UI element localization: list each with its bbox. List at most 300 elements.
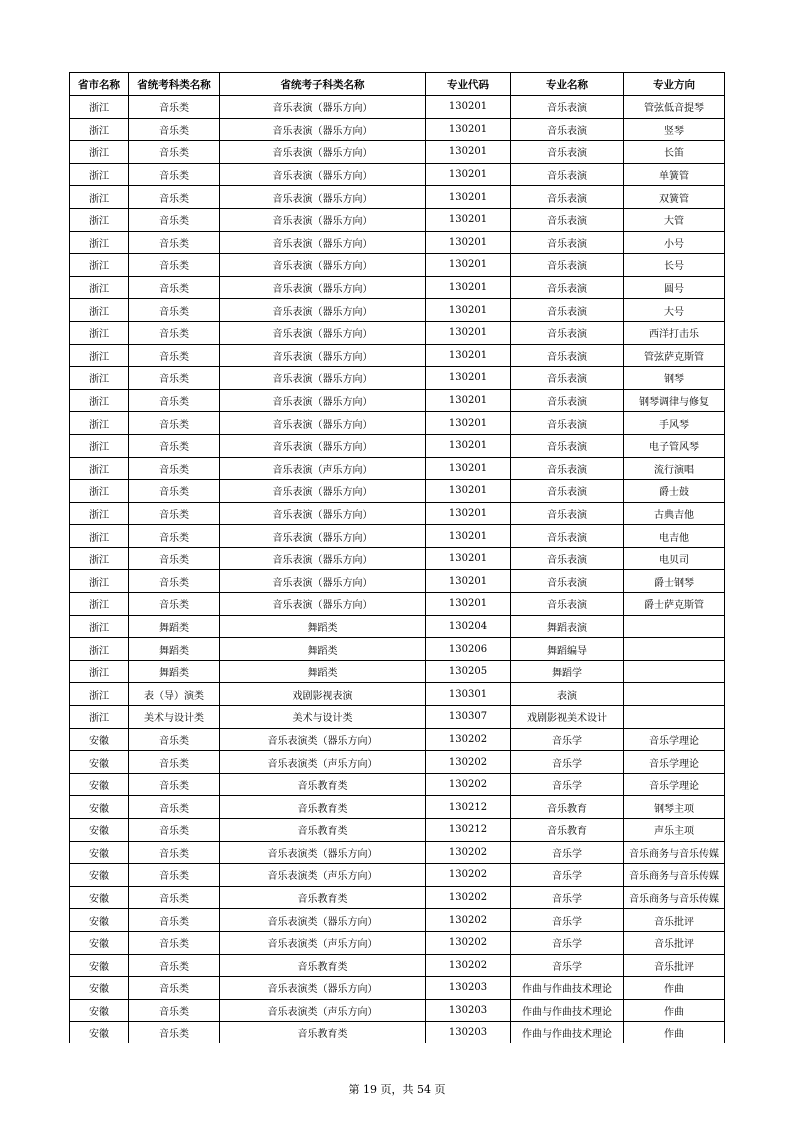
major-code-cell: 130201 [426, 118, 511, 141]
major-direction-cell: 音乐学理论 [624, 773, 725, 796]
table-row [70, 276, 725, 299]
major-name-cell: 音乐表演 [511, 344, 624, 367]
major-code-cell: 130212 [426, 819, 511, 842]
exam-subcategory-cell: 音乐表演（器乐方向） [220, 434, 426, 457]
major-name-cell: 音乐表演 [511, 389, 624, 412]
exam-subcategory-cell: 音乐教育类 [220, 773, 426, 796]
province-cell: 浙江 [70, 434, 129, 457]
major-name-cell: 音乐学 [511, 954, 624, 977]
major-direction-cell: 作曲 [624, 1022, 725, 1044]
table-row [70, 728, 725, 751]
major-direction-cell: 圆号 [624, 276, 725, 299]
major-name-cell: 音乐表演 [511, 276, 624, 299]
exam-subcategory-cell: 音乐表演（器乐方向） [220, 570, 426, 593]
province-cell: 安徽 [70, 728, 129, 751]
province-cell: 浙江 [70, 299, 129, 322]
exam-category-cell: 音乐类 [129, 570, 220, 593]
table-row [70, 344, 725, 367]
province-cell: 浙江 [70, 141, 129, 164]
major-name-cell: 音乐学 [511, 751, 624, 774]
table-row [70, 163, 725, 186]
table-row [70, 683, 725, 706]
major-direction-cell [624, 660, 725, 683]
exam-category-cell: 表（导）演类 [129, 683, 220, 706]
table-row [70, 977, 725, 1000]
province-cell: 浙江 [70, 593, 129, 616]
exam-category-cell: 音乐类 [129, 525, 220, 548]
exam-subcategory-cell: 音乐表演（器乐方向） [220, 547, 426, 570]
table-row [70, 864, 725, 887]
major-name-cell: 舞蹈编导 [511, 638, 624, 661]
exam-category-cell: 音乐类 [129, 254, 220, 277]
major-code-cell: 130202 [426, 841, 511, 864]
major-name-cell: 戏剧影视美术设计 [511, 706, 624, 729]
major-direction-cell: 音乐批评 [624, 909, 725, 932]
exam-category-cell: 音乐类 [129, 1022, 220, 1044]
province-cell: 浙江 [70, 163, 129, 186]
exam-category-cell: 音乐类 [129, 954, 220, 977]
major-code-cell: 130201 [426, 480, 511, 503]
exam-category-cell: 美术与设计类 [129, 706, 220, 729]
major-direction-cell: 声乐主项 [624, 819, 725, 842]
province-cell: 安徽 [70, 954, 129, 977]
province-cell: 浙江 [70, 502, 129, 525]
exam-category-cell: 音乐类 [129, 841, 220, 864]
major-code-cell: 130202 [426, 728, 511, 751]
exam-category-cell: 音乐类 [129, 141, 220, 164]
major-direction-cell: 音乐商务与音乐传媒 [624, 886, 725, 909]
major-name-cell: 音乐表演 [511, 547, 624, 570]
province-cell: 安徽 [70, 886, 129, 909]
page-footer: 第 19 页，共 54 页 [348, 1083, 446, 1096]
exam-category-cell: 音乐类 [129, 208, 220, 231]
major-code-cell: 130201 [426, 96, 511, 119]
province-cell: 浙江 [70, 480, 129, 503]
exam-subcategory-cell: 音乐表演（器乐方向） [220, 186, 426, 209]
province-cell: 浙江 [70, 638, 129, 661]
major-name-cell: 舞蹈学 [511, 660, 624, 683]
exam-category-cell: 音乐类 [129, 480, 220, 503]
exam-subcategory-cell: 音乐表演类（器乐方向） [220, 909, 426, 932]
major-name-cell: 音乐学 [511, 773, 624, 796]
table-row [70, 141, 725, 164]
exam-category-cell: 音乐类 [129, 931, 220, 954]
major-code-cell: 130201 [426, 389, 511, 412]
major-code-cell: 130205 [426, 660, 511, 683]
major-name-cell: 音乐表演 [511, 367, 624, 390]
exam-category-cell: 音乐类 [129, 593, 220, 616]
major-code-cell: 130201 [426, 208, 511, 231]
province-cell: 浙江 [70, 254, 129, 277]
major-direction-cell: 流行演唱 [624, 457, 725, 480]
exam-subcategory-cell: 音乐表演（声乐方向） [220, 457, 426, 480]
major-name-cell: 音乐表演 [511, 412, 624, 435]
major-direction-cell: 爵士萨克斯管 [624, 593, 725, 616]
major-name-cell: 音乐表演 [511, 254, 624, 277]
major-direction-cell [624, 706, 725, 729]
major-direction-cell: 电贝司 [624, 547, 725, 570]
major-code-cell: 130201 [426, 254, 511, 277]
major-name-cell: 音乐教育 [511, 796, 624, 819]
major-name-cell: 音乐学 [511, 841, 624, 864]
table-row [70, 231, 725, 254]
exam-category-cell: 音乐类 [129, 502, 220, 525]
exam-subcategory-cell: 音乐表演（器乐方向） [220, 254, 426, 277]
exam-category-cell: 音乐类 [129, 773, 220, 796]
table-row [70, 1022, 725, 1044]
exam-subcategory-cell: 音乐教育类 [220, 796, 426, 819]
major-code-cell: 130204 [426, 615, 511, 638]
exam-subcategory-cell: 音乐表演（器乐方向） [220, 321, 426, 344]
major-direction-cell: 音乐学理论 [624, 751, 725, 774]
exam-subcategory-cell: 音乐表演（器乐方向） [220, 593, 426, 616]
table-row [70, 118, 725, 141]
exam-subcategory-cell: 音乐表演（器乐方向） [220, 299, 426, 322]
table-row [70, 819, 725, 842]
major-direction-cell: 音乐批评 [624, 954, 725, 977]
major-direction-cell: 古典吉他 [624, 502, 725, 525]
exam-category-cell: 音乐类 [129, 999, 220, 1022]
exam-category-cell: 音乐类 [129, 276, 220, 299]
major-direction-cell: 管弦萨克斯管 [624, 344, 725, 367]
exam-category-cell: 音乐类 [129, 457, 220, 480]
major-direction-cell: 音乐商务与音乐传媒 [624, 841, 725, 864]
province-cell: 浙江 [70, 321, 129, 344]
province-cell: 浙江 [70, 570, 129, 593]
exam-category-cell: 音乐类 [129, 389, 220, 412]
exam-category-cell: 音乐类 [129, 819, 220, 842]
major-name-cell: 音乐学 [511, 886, 624, 909]
major-direction-cell [624, 638, 725, 661]
header-exam-subcategory: 省统考子科类名称 [220, 73, 426, 96]
table-row [70, 706, 725, 729]
exam-subcategory-cell: 音乐表演（器乐方向） [220, 231, 426, 254]
major-direction-cell: 作曲 [624, 977, 725, 1000]
major-name-cell: 音乐表演 [511, 457, 624, 480]
major-direction-cell: 音乐商务与音乐传媒 [624, 864, 725, 887]
major-code-cell: 130201 [426, 434, 511, 457]
major-name-cell: 音乐表演 [511, 141, 624, 164]
exam-subcategory-cell: 音乐表演类（器乐方向） [220, 977, 426, 1000]
exam-subcategory-cell: 音乐教育类 [220, 819, 426, 842]
major-code-cell: 130203 [426, 1022, 511, 1044]
major-name-cell: 音乐学 [511, 931, 624, 954]
table-row [70, 751, 725, 774]
exam-subcategory-cell: 音乐表演（器乐方向） [220, 208, 426, 231]
major-code-cell: 130203 [426, 977, 511, 1000]
major-name-cell: 音乐表演 [511, 321, 624, 344]
exam-subcategory-cell: 音乐表演类（器乐方向） [220, 841, 426, 864]
major-name-cell: 舞蹈表演 [511, 615, 624, 638]
major-direction-cell: 长号 [624, 254, 725, 277]
major-direction-cell: 爵士钢琴 [624, 570, 725, 593]
table-row [70, 367, 725, 390]
major-name-cell: 音乐表演 [511, 593, 624, 616]
table-row [70, 96, 725, 119]
exam-category-cell: 音乐类 [129, 321, 220, 344]
major-name-cell: 音乐学 [511, 728, 624, 751]
major-name-cell: 作曲与作曲技术理论 [511, 977, 624, 1000]
major-name-cell: 音乐表演 [511, 208, 624, 231]
exam-subcategory-cell: 音乐表演（器乐方向） [220, 96, 426, 119]
table-row [70, 547, 725, 570]
exam-category-cell: 音乐类 [129, 977, 220, 1000]
major-name-cell: 音乐表演 [511, 231, 624, 254]
exam-category-cell: 音乐类 [129, 96, 220, 119]
major-name-cell: 音乐表演 [511, 525, 624, 548]
province-cell: 浙江 [70, 525, 129, 548]
major-code-cell: 130301 [426, 683, 511, 706]
exam-subcategory-cell: 音乐表演类（声乐方向） [220, 751, 426, 774]
province-cell: 安徽 [70, 841, 129, 864]
major-name-cell: 音乐表演 [511, 163, 624, 186]
table-row [70, 208, 725, 231]
exam-category-cell: 音乐类 [129, 186, 220, 209]
exam-subcategory-cell: 舞蹈类 [220, 660, 426, 683]
province-cell: 浙江 [70, 186, 129, 209]
exam-subcategory-cell: 音乐表演（器乐方向） [220, 276, 426, 299]
province-cell: 浙江 [70, 547, 129, 570]
major-name-cell: 音乐表演 [511, 96, 624, 119]
major-code-cell: 130201 [426, 593, 511, 616]
exam-category-cell: 舞蹈类 [129, 638, 220, 661]
province-cell: 安徽 [70, 1022, 129, 1044]
province-cell: 浙江 [70, 615, 129, 638]
table-row [70, 660, 725, 683]
province-cell: 浙江 [70, 96, 129, 119]
province-cell: 浙江 [70, 389, 129, 412]
exam-subcategory-cell: 戏剧影视表演 [220, 683, 426, 706]
table-row [70, 638, 725, 661]
major-code-cell: 130202 [426, 909, 511, 932]
major-code-cell: 130202 [426, 864, 511, 887]
province-cell: 安徽 [70, 819, 129, 842]
province-cell: 安徽 [70, 977, 129, 1000]
major-code-cell: 130201 [426, 502, 511, 525]
major-name-cell: 音乐表演 [511, 502, 624, 525]
major-code-cell: 130202 [426, 886, 511, 909]
exam-subcategory-cell: 音乐表演（器乐方向） [220, 141, 426, 164]
major-code-cell: 130201 [426, 344, 511, 367]
province-cell: 浙江 [70, 367, 129, 390]
province-cell: 安徽 [70, 909, 129, 932]
major-name-cell: 音乐学 [511, 909, 624, 932]
major-direction-cell: 音乐批评 [624, 931, 725, 954]
exam-category-cell: 音乐类 [129, 909, 220, 932]
table-row [70, 954, 725, 977]
major-code-cell: 130201 [426, 299, 511, 322]
province-cell: 浙江 [70, 344, 129, 367]
table-row [70, 841, 725, 864]
major-direction-cell: 双簧管 [624, 186, 725, 209]
major-code-cell: 130201 [426, 412, 511, 435]
exam-category-cell: 音乐类 [129, 864, 220, 887]
major-direction-cell: 钢琴主项 [624, 796, 725, 819]
major-direction-cell: 大号 [624, 299, 725, 322]
exam-subcategory-cell: 音乐表演（器乐方向） [220, 480, 426, 503]
exam-category-cell: 音乐类 [129, 118, 220, 141]
province-cell: 浙江 [70, 231, 129, 254]
major-code-cell: 130201 [426, 163, 511, 186]
major-name-cell: 音乐学 [511, 864, 624, 887]
exam-subcategory-cell: 音乐教育类 [220, 1022, 426, 1044]
major-name-cell: 作曲与作曲技术理论 [511, 1022, 624, 1044]
table-row [70, 457, 725, 480]
major-name-cell: 音乐教育 [511, 819, 624, 842]
major-code-cell: 130201 [426, 141, 511, 164]
exam-subcategory-cell: 音乐表演（器乐方向） [220, 367, 426, 390]
major-code-cell: 130206 [426, 638, 511, 661]
table-row [70, 615, 725, 638]
exam-subcategory-cell: 音乐表演类（声乐方向） [220, 931, 426, 954]
table-row [70, 389, 725, 412]
major-direction-cell: 小号 [624, 231, 725, 254]
exam-category-cell: 音乐类 [129, 412, 220, 435]
exam-category-cell: 音乐类 [129, 231, 220, 254]
major-name-cell: 表演 [511, 683, 624, 706]
exam-subcategory-cell: 舞蹈类 [220, 615, 426, 638]
major-direction-cell: 作曲 [624, 999, 725, 1022]
major-code-cell: 130201 [426, 276, 511, 299]
province-cell: 浙江 [70, 457, 129, 480]
exam-category-cell: 音乐类 [129, 751, 220, 774]
header-province: 省市名称 [70, 73, 129, 96]
major-code-cell: 130201 [426, 547, 511, 570]
major-direction-cell [624, 683, 725, 706]
province-cell: 安徽 [70, 796, 129, 819]
major-direction-cell: 西洋打击乐 [624, 321, 725, 344]
major-code-cell: 130201 [426, 231, 511, 254]
table-row [70, 480, 725, 503]
major-code-cell: 130212 [426, 796, 511, 819]
province-cell: 安徽 [70, 999, 129, 1022]
major-name-cell: 音乐表演 [511, 299, 624, 322]
header-major-code: 专业代码 [426, 73, 511, 96]
major-name-cell: 音乐表演 [511, 118, 624, 141]
province-cell: 浙江 [70, 706, 129, 729]
major-direction-cell: 单簧管 [624, 163, 725, 186]
province-cell: 浙江 [70, 276, 129, 299]
major-direction-cell: 音乐学理论 [624, 728, 725, 751]
table-row [70, 186, 725, 209]
exam-subcategory-cell: 音乐表演（器乐方向） [220, 502, 426, 525]
exam-subcategory-cell: 音乐教育类 [220, 954, 426, 977]
major-name-cell: 音乐表演 [511, 434, 624, 457]
major-direction-cell: 爵士鼓 [624, 480, 725, 503]
exam-category-cell: 音乐类 [129, 344, 220, 367]
major-direction-cell: 电子管风琴 [624, 434, 725, 457]
table-row [70, 593, 725, 616]
major-code-cell: 130201 [426, 457, 511, 480]
major-direction-cell: 电吉他 [624, 525, 725, 548]
table-row [70, 773, 725, 796]
exam-subcategory-cell: 音乐表演（器乐方向） [220, 163, 426, 186]
exam-category-cell: 音乐类 [129, 796, 220, 819]
exam-subcategory-cell: 音乐表演（器乐方向） [220, 525, 426, 548]
exam-subcategory-cell: 音乐教育类 [220, 886, 426, 909]
major-direction-cell: 钢琴 [624, 367, 725, 390]
major-direction-cell: 竖琴 [624, 118, 725, 141]
major-name-cell: 音乐表演 [511, 186, 624, 209]
table-row [70, 321, 725, 344]
province-cell: 浙江 [70, 412, 129, 435]
header-major-direction: 专业方向 [624, 73, 725, 96]
major-name-cell: 音乐表演 [511, 480, 624, 503]
table-row [70, 931, 725, 954]
table-row [70, 909, 725, 932]
major-direction-cell: 钢琴调律与修复 [624, 389, 725, 412]
exam-subcategory-cell: 音乐表演类（器乐方向） [220, 728, 426, 751]
province-cell: 浙江 [70, 683, 129, 706]
exam-subcategory-cell: 音乐表演类（声乐方向） [220, 864, 426, 887]
major-direction-cell: 管弦低音提琴 [624, 96, 725, 119]
table-row [70, 254, 725, 277]
province-cell: 安徽 [70, 864, 129, 887]
exam-category-cell: 音乐类 [129, 434, 220, 457]
major-code-cell: 130201 [426, 570, 511, 593]
major-code-cell: 130307 [426, 706, 511, 729]
major-code-cell: 130201 [426, 367, 511, 390]
exam-category-cell: 音乐类 [129, 163, 220, 186]
province-cell: 浙江 [70, 118, 129, 141]
exam-category-cell: 音乐类 [129, 728, 220, 751]
province-cell: 浙江 [70, 208, 129, 231]
exam-subcategory-cell: 音乐表演类（声乐方向） [220, 999, 426, 1022]
major-code-cell: 130203 [426, 999, 511, 1022]
table-row [70, 525, 725, 548]
major-code-cell: 130201 [426, 321, 511, 344]
table-row [70, 434, 725, 457]
exam-category-cell: 舞蹈类 [129, 615, 220, 638]
exam-category-cell: 音乐类 [129, 299, 220, 322]
table-header-row [70, 73, 725, 96]
table-row [70, 502, 725, 525]
province-cell: 浙江 [70, 660, 129, 683]
major-name-cell: 作曲与作曲技术理论 [511, 999, 624, 1022]
header-major-name: 专业名称 [511, 73, 624, 96]
major-direction-cell: 手风琴 [624, 412, 725, 435]
major-code-cell: 130201 [426, 525, 511, 548]
table-row [70, 570, 725, 593]
exam-category-cell: 音乐类 [129, 886, 220, 909]
major-code-cell: 130202 [426, 931, 511, 954]
province-cell: 安徽 [70, 931, 129, 954]
major-code-cell: 130201 [426, 186, 511, 209]
exam-category-cell: 音乐类 [129, 547, 220, 570]
exam-subcategory-cell: 音乐表演（器乐方向） [220, 118, 426, 141]
exam-subcategory-cell: 音乐表演（器乐方向） [220, 344, 426, 367]
exam-category-cell: 音乐类 [129, 367, 220, 390]
major-direction-cell: 大管 [624, 208, 725, 231]
major-code-cell: 130202 [426, 954, 511, 977]
major-direction-cell: 长笛 [624, 141, 725, 164]
major-direction-cell [624, 615, 725, 638]
table-row [70, 886, 725, 909]
exam-subcategory-cell: 舞蹈类 [220, 638, 426, 661]
exam-subcategory-cell: 美术与设计类 [220, 706, 426, 729]
major-code-cell: 130202 [426, 751, 511, 774]
province-cell: 安徽 [70, 773, 129, 796]
province-cell: 安徽 [70, 751, 129, 774]
table-row [70, 999, 725, 1022]
major-code-cell: 130202 [426, 773, 511, 796]
exam-subcategory-cell: 音乐表演（器乐方向） [220, 389, 426, 412]
major-name-cell: 音乐表演 [511, 570, 624, 593]
majors-table [69, 72, 725, 1043]
table-row [70, 299, 725, 322]
exam-subcategory-cell: 音乐表演（器乐方向） [220, 412, 426, 435]
header-exam-category: 省统考科类名称 [129, 73, 220, 96]
